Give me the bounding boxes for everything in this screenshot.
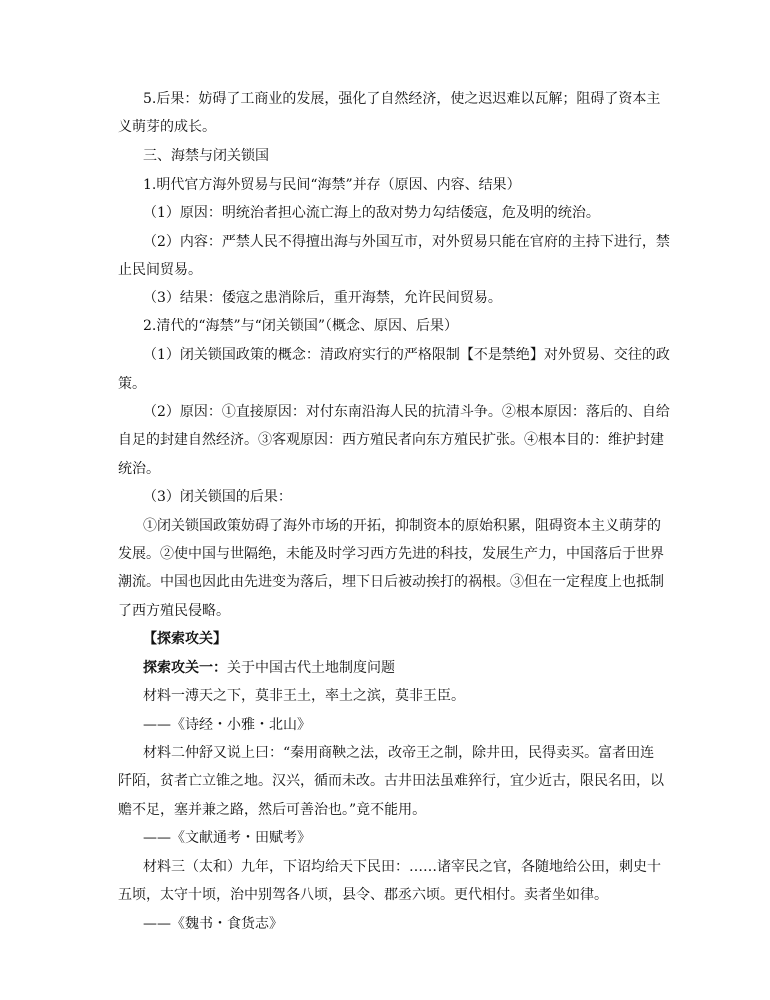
subsection-heading: 1.明代官方海外贸易与民间“海禁”并存（原因、内容、结果） bbox=[143, 177, 521, 193]
text-line: 材料一溥天之下，莫非王土，率土之滨，莫非王臣。 bbox=[143, 688, 465, 704]
text-line: 了西方殖民侵略。 bbox=[118, 603, 230, 619]
section-heading: 三、海禁与闭关锁国 bbox=[143, 148, 269, 164]
text-line: 止民间贸易。 bbox=[118, 262, 202, 278]
text-line: 策。 bbox=[118, 376, 146, 392]
text-line: （2）原因：①直接原因：对付东南沿海人民的抗清斗争。②根本原因：落后的、自给 bbox=[143, 404, 670, 420]
subsection-heading: 2.清代的“海禁”与“闭关锁国”（概念、原因、后果） bbox=[143, 318, 458, 334]
text-line: 5.后果：妨碍了工商业的发展，强化了自然经济，使之迟迟难以瓦解；阻碍了资本主 bbox=[143, 91, 661, 107]
text-line: （3）闭关锁国的后果： bbox=[143, 489, 292, 505]
text-line: 赡不足，塞并兼之路，然后可善治也。”竟不能用。 bbox=[118, 802, 427, 818]
citation: ——《诗经・小雅・北山》 bbox=[143, 717, 311, 733]
text-line: 材料二仲舒又说上曰：“秦用商鞅之法，改帝王之制，除井田，民得卖买。富者田连 bbox=[143, 745, 655, 761]
text-line: ①闭关锁国政策妨碍了海外市场的开拓，抑制资本的原始积累，阻碍资本主义萌芽的 bbox=[143, 518, 661, 534]
text-line: 潮流。中国也因此由先进变为落后，埋下日后被动挨打的祸根。③但在一定程度上也抵制 bbox=[118, 574, 664, 590]
text-line: 发展。②使中国与世隔绝，未能及时学习西方先进的科技，发展生产力，中国落后于世界 bbox=[118, 546, 664, 562]
text-line: （3）结果：倭寇之患消除后，重开海禁，允许民间贸易。 bbox=[143, 290, 502, 306]
text-line: 阡陌，贫者亡立锥之地。汉兴，循而未改。古井田法虽难猝行，宜少近古，限民名田，以 bbox=[118, 773, 664, 789]
text-line: 义萌芽的成长。 bbox=[118, 119, 216, 135]
text-line: （1）原因：明统治者担心流亡海上的敌对势力勾结倭寇，危及明的统治。 bbox=[143, 205, 600, 221]
text-line: 材料三（太和）九年，下诏均给天下民田：……诸宰民之官，各随地给公田，刺史十 bbox=[143, 859, 661, 875]
text-line: 五顷，太守十顷，治中别驾各八顷，县令、郡丞六顷。更代相付。卖者坐如律。 bbox=[118, 887, 608, 903]
topic-line bbox=[143, 658, 395, 678]
topic-text: 关于中国古代土地制度问题 bbox=[227, 660, 395, 676]
text-line: （1）闭关锁国政策的概念：清政府实行的严格限制【不是禁绝】对外贸易、交往的政 bbox=[143, 347, 670, 363]
text-line: 统治。 bbox=[118, 461, 160, 477]
citation: ——《魏书・食货志》 bbox=[143, 916, 283, 932]
citation: ——《文献通考・田赋考》 bbox=[143, 830, 311, 846]
section-heading-bold: 【探索攻关】 bbox=[143, 631, 227, 647]
topic-label: 探索攻关一： bbox=[143, 660, 227, 676]
text-line: 自足的封建自然经济。③客观原因：西方殖民者向东方殖民扩张。④根本目的：维护封建 bbox=[118, 432, 664, 448]
text-line: （2）内容：严禁人民不得擅出海与外国互市，对外贸易只能在官府的主持下进行，禁 bbox=[143, 234, 670, 250]
